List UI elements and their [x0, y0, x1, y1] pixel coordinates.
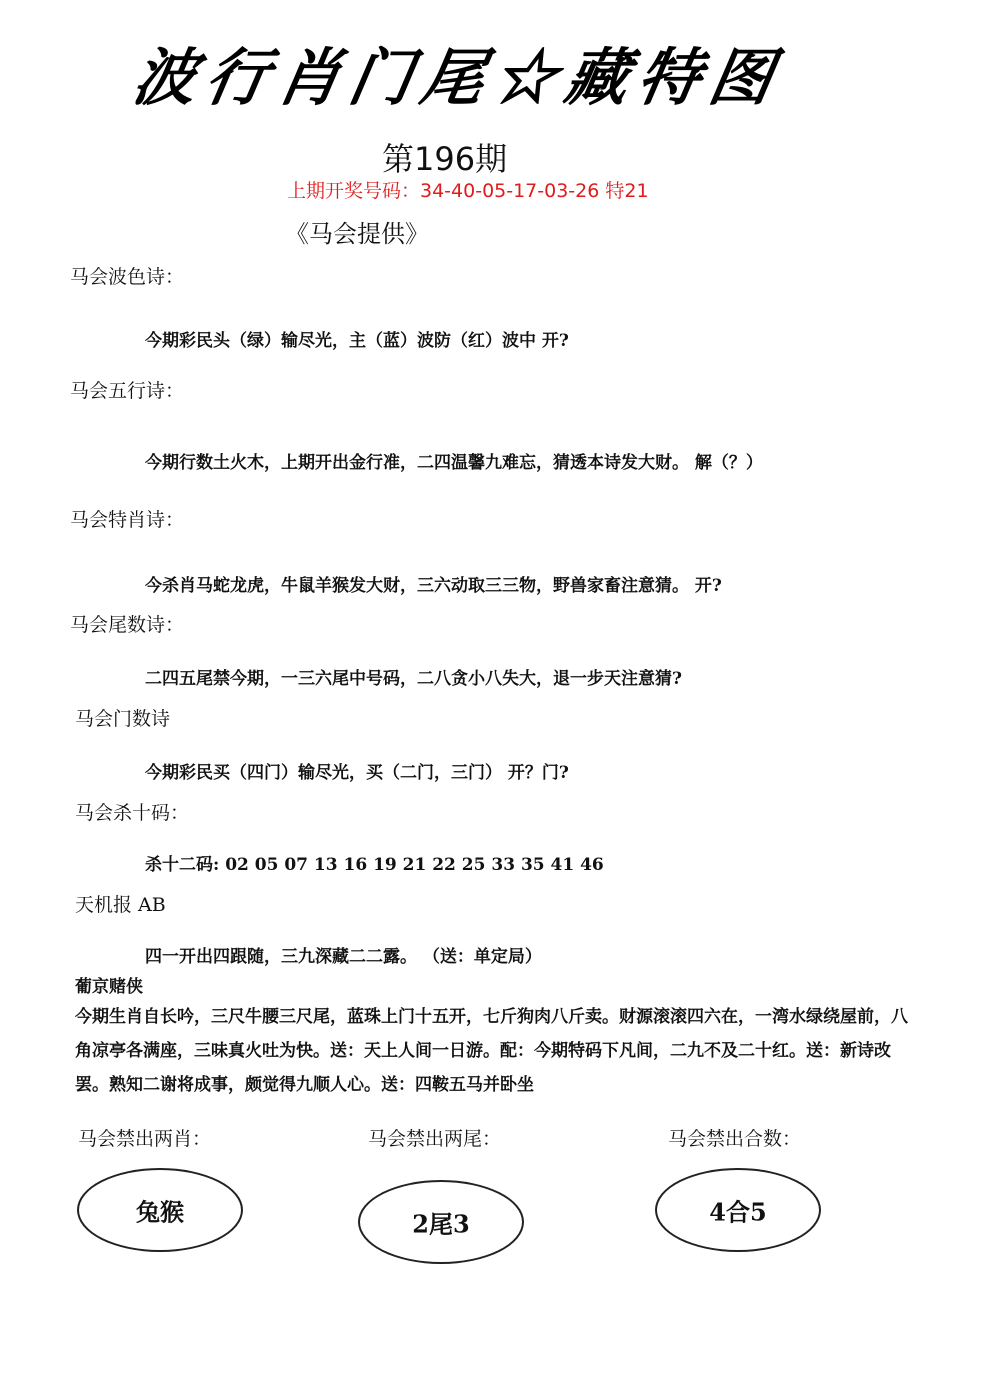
- tianji-text: 四一开出四跟随，三九深藏二二露。 （送：单定局）: [145, 947, 542, 967]
- ban-tail-oval: [358, 1180, 524, 1264]
- provider-label: 《马会提供》: [285, 220, 429, 248]
- ban-sum-label: 马会禁出合数：: [668, 1128, 802, 1150]
- ban-zodiac-value: 兔猴: [136, 1197, 184, 1227]
- tail-number-heading: 马会尾数诗：: [70, 614, 185, 636]
- gate-number-heading: 马会门数诗: [75, 708, 171, 730]
- ban-tail-value: 2尾3: [412, 1209, 470, 1239]
- five-elements-heading: 马会五行诗：: [70, 380, 185, 402]
- wave-color-heading: 马会波色诗：: [70, 266, 185, 288]
- tail-number-poem: 二四五尾禁今期，一三六尾中号码，二八贪小八失大，退一步天注意猜?: [145, 669, 682, 689]
- gate-number-poem: 今期彩民买（四门）输尽光，买（二门，三门） 开？门?: [145, 763, 569, 783]
- last-draw-result: 上期开奖号码：34-40-05-17-03-26 特21: [287, 180, 649, 202]
- special-zodiac-heading: 马会特肖诗：: [70, 509, 185, 531]
- ban-sum-oval: [655, 1168, 821, 1252]
- special-zodiac-poem: 今杀肖马蛇龙虎，牛鼠羊猴发大财，三六动取三三物，野兽家畜注意猜。 开?: [145, 576, 722, 596]
- kill-ten-heading: 马会杀十码：: [75, 802, 190, 824]
- macau-heading: 葡京赌侠: [75, 977, 143, 997]
- wave-color-poem: 今期彩民头（绿）输尽光，主（蓝）波防（红）波中 开?: [145, 331, 569, 351]
- tianji-heading: 天机报 AB: [75, 894, 166, 916]
- ban-tail-label: 马会禁出两尾：: [368, 1128, 502, 1150]
- ban-zodiac-label: 马会禁出两肖：: [78, 1128, 212, 1150]
- ban-zodiac-oval: [77, 1168, 243, 1252]
- macau-paragraph: 今期生肖自长吟，三尺牛腰三尺尾，蓝珠上门十五开，七斤狗肉八斤卖。财源滚滚四六在，一湾水绿绕屋前，八角凉亭各满座，三味真火吐为快。送：天上人间一日游。配：今期特码下凡间，二九不及二十红。送：新诗改罢。熟知二谢将成事，颇觉得九顺人心。送：四鞍五马并卧坐: [75, 1007, 908, 1095]
- issue-number: 第196期: [382, 140, 508, 178]
- page-title: 波行肖门尾☆藏特图: [127, 41, 789, 114]
- ban-sum-value: 4合5: [709, 1197, 767, 1227]
- five-elements-poem: 今期行数土火木，上期开出金行准，二四温馨九难忘，猜透本诗发大财。 解（？）: [145, 453, 763, 473]
- kill-twelve-numbers: 杀十二码: 02 05 07 13 16 19 21 22 25 33 35 41 46: [145, 855, 604, 875]
